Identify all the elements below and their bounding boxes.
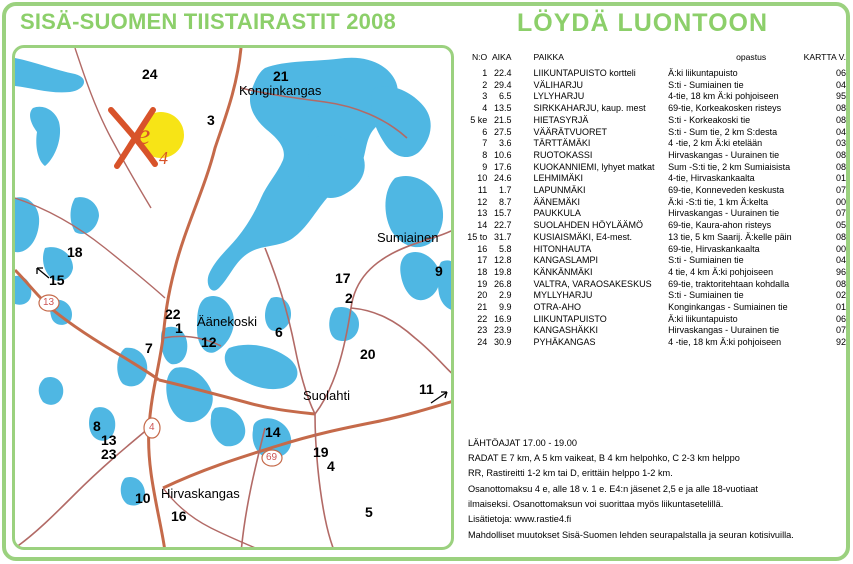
cell-paikka: VALTRA, VARAOSAKESKUS: [533, 278, 652, 289]
cell-aika: 2.9: [499, 290, 512, 301]
minor-road: [351, 308, 454, 378]
lake: [329, 307, 359, 341]
cell-no: 1: [482, 68, 488, 78]
cell-paikka: OTRA-AHO: [533, 302, 582, 313]
cell-aika: 30.9: [494, 337, 512, 348]
cell-paikka: HIETASYRJÄ: [533, 114, 589, 125]
col-kartta: KARTTA V.: [803, 52, 846, 62]
cell-no: 22: [477, 313, 488, 324]
poster-title: SISÄ-SUOMEN TIISTAIRASTIT 2008: [20, 9, 396, 34]
cell-kartta: 01: [835, 302, 846, 313]
lake: [211, 407, 246, 446]
place-sumiainen: Sumiainen: [377, 230, 439, 245]
cell-no: 2: [482, 79, 488, 90]
cell-no: 13: [477, 208, 488, 219]
cell-opastus: 4 -tie, 18 km Ä:ki pohjoiseen: [668, 337, 782, 348]
cell-no: 12: [477, 196, 488, 207]
fee-line-1: Osanottomaksu 4 e, alle 18 v. 1 e. E4:n jäsenet 2,5 e ja alle 18-vuotiaat: [468, 484, 758, 494]
cell-kartta: 07: [835, 185, 846, 196]
cell-kartta: 08: [835, 149, 846, 160]
control-22[interactable]: 22: [165, 306, 181, 322]
place-konginkangas: Konginkangas: [239, 83, 322, 98]
control-1[interactable]: 1: [175, 320, 183, 336]
control-23[interactable]: 23: [101, 446, 117, 462]
cell-paikka: RUOTOKASSI: [533, 149, 593, 160]
cell-kartta: 08: [835, 278, 846, 289]
cell-paikka: ÄÄNEMÄKI: [533, 196, 581, 207]
cell-paikka: SUOLAHDEN HÖYLÄÄMÖ: [533, 220, 644, 231]
table-header-row: [466, 52, 846, 68]
cell-kartta: 07: [835, 208, 846, 219]
cell-aika: 8.7: [499, 196, 512, 207]
cell-no: 9: [482, 161, 488, 172]
table-row: [466, 279, 846, 291]
place-hirvaskangas: Hirvaskangas: [161, 486, 240, 501]
cell-paikka: LIIKUNTAPUISTO kortteli: [533, 68, 636, 78]
cell-paikka: LYLYHARJU: [533, 91, 585, 102]
cell-kartta: 05: [835, 220, 846, 231]
table-row: [466, 68, 846, 80]
lake: [15, 58, 84, 92]
cell-kartta: 00: [835, 243, 846, 254]
table-row: [466, 138, 846, 150]
cell-aika: 21.5: [494, 114, 512, 125]
cell-no: 21: [477, 302, 488, 313]
cell-opastus: Konginkangas - Sumiainen tie: [668, 302, 788, 313]
road-13-number: 13: [43, 297, 55, 308]
control-12[interactable]: 12: [201, 334, 217, 350]
cell-opastus: 4-tie, Hirvaskankaalta: [668, 173, 755, 184]
table-row: [466, 197, 846, 209]
cell-aika: 10.6: [494, 149, 512, 160]
cell-no: 15 to: [467, 231, 488, 242]
cell-opastus: 13 tie, 5 km Saarij. Ä:kelle päin: [668, 231, 792, 242]
cell-kartta: 00: [835, 196, 846, 207]
poster-slogan: LÖYDÄ LUONTOON: [517, 9, 769, 37]
changes-note: Mahdolliset muutokset Sisä-Suomen lehden seurapalstalla ja seuran kotisivuilla.: [468, 530, 794, 540]
place-suolahti: Suolahti: [303, 388, 350, 403]
cell-aika: 26.8: [494, 278, 512, 289]
table-row: [466, 290, 846, 302]
table-row: [466, 115, 846, 127]
lakes: [15, 58, 454, 506]
table-row: [466, 314, 846, 326]
lake: [117, 348, 147, 387]
table-row: [466, 208, 846, 220]
cell-opastus: S:ti - Sum tie, 2 km S:desta: [668, 126, 778, 137]
cell-no: 4: [482, 103, 488, 114]
cell-aika: 9.9: [499, 302, 512, 313]
table-row: [466, 244, 846, 256]
cell-opastus: S:ti - Sumiainen tie: [668, 255, 744, 266]
table-row: [466, 150, 846, 162]
cell-kartta: 92: [835, 337, 846, 348]
orienteering-map[interactable]: [12, 45, 454, 550]
cell-opastus: Sum -S:ti tie, 2 km Sumiaisista: [668, 161, 791, 172]
cell-aika: 24.6: [494, 173, 512, 184]
control-18[interactable]: 18: [67, 244, 83, 260]
cell-paikka: KÄNKÄNMÄKI: [533, 266, 593, 277]
cell-kartta: 06: [835, 313, 846, 324]
fee-line-2: ilmaiseksi. Osanottomaksun voi suorittaa myös liikuntasetelillä.: [468, 499, 724, 509]
cell-aika: 5.8: [499, 243, 512, 254]
cell-no: 23: [477, 325, 488, 336]
control-19[interactable]: 19: [313, 444, 329, 460]
control-24[interactable]: 24: [142, 66, 158, 82]
cell-paikka: VÄLIHARJU: [533, 79, 584, 90]
cell-no: 11: [477, 185, 488, 196]
cell-aika: 23.9: [494, 325, 512, 336]
cell-aika: 13.5: [494, 103, 512, 114]
cell-kartta: 08: [835, 161, 846, 172]
control-8[interactable]: 8: [93, 418, 101, 434]
cell-opastus: Hirvaskangas - Uurainen tie: [668, 325, 780, 336]
cell-aika: 6.5: [499, 91, 512, 102]
cell-opastus: S:ti - Sumiainen tie: [668, 290, 744, 301]
cell-aika: 3.6: [499, 138, 512, 149]
cell-paikka: KANGASLAMPI: [533, 255, 599, 266]
courses: RADAT E 7 km, A 5 km vaikeat, B 4 km helpohko, C 2-3 km helppo: [468, 453, 740, 463]
cell-no: 18: [477, 266, 488, 277]
cell-aika: 16.9: [494, 313, 512, 324]
control-20[interactable]: 20: [360, 346, 376, 362]
table-row: [466, 255, 846, 267]
control-5[interactable]: 5: [365, 504, 373, 520]
control-11[interactable]: 11: [419, 381, 434, 397]
cell-opastus: 69-tie, Kaura-ahon risteys: [668, 220, 772, 231]
cell-paikka: KANGASHÄKKI: [533, 325, 599, 336]
table-row: [466, 185, 846, 197]
cell-kartta: 06: [835, 68, 846, 78]
col-no: N:O: [471, 52, 488, 62]
cell-aika: 29.4: [494, 79, 512, 90]
cell-opastus: Hirvaskangas - Uurainen tie: [668, 208, 780, 219]
cell-no: 19: [477, 278, 488, 289]
road-69-number: 69: [266, 452, 278, 463]
cell-no: 14: [477, 220, 488, 231]
cell-opastus: 69-tie, Konneveden keskusta: [668, 185, 785, 196]
col-aika: AIKA: [491, 52, 512, 62]
cell-kartta: 08: [835, 103, 846, 114]
table-row: [466, 232, 846, 244]
control-9[interactable]: 9: [435, 263, 443, 279]
cell-no: 8: [482, 149, 488, 160]
cell-opastus: 69-tie, Korkeakosken risteys: [668, 103, 782, 114]
control-3[interactable]: 3: [207, 112, 215, 128]
cell-kartta: 01: [835, 173, 846, 184]
logo-e4: e: [137, 118, 151, 151]
more-info-link[interactable]: Lisätietoja: www.rastie4.fi: [468, 514, 572, 524]
map-drawing: [15, 48, 454, 550]
cell-aika: 22.7: [494, 220, 512, 231]
cell-opastus: 4-tie, 18 km Ä:ki pohjoiseen: [668, 91, 779, 102]
table-row: [466, 267, 846, 279]
roads: [15, 48, 454, 550]
lake: [371, 86, 431, 157]
cell-aika: 12.8: [494, 255, 512, 266]
table-row: [466, 91, 846, 103]
cell-no: 24: [477, 337, 488, 348]
control-15[interactable]: 15: [49, 272, 65, 288]
table-row: [466, 173, 846, 185]
cell-kartta: 04: [835, 255, 846, 266]
cell-paikka: LEHMIMÄKI: [533, 173, 584, 184]
cell-paikka: SIRKKAHARJU, kaup. mest: [533, 103, 646, 114]
cell-kartta: 96: [835, 266, 846, 277]
cell-aika: 15.7: [494, 208, 512, 219]
cell-no: 10: [477, 173, 488, 184]
cell-aika: 17.6: [494, 161, 512, 172]
table-row: [466, 302, 846, 314]
control-6[interactable]: 6: [275, 324, 283, 340]
lake: [71, 197, 100, 234]
cell-paikka: LIIKUNTAPUISTO: [533, 313, 607, 324]
cell-opastus: Ä:ki -S:ti tie, 1 km Ä:kelta: [668, 196, 769, 207]
cell-kartta: 08: [835, 114, 846, 125]
table-row: [466, 220, 846, 232]
table-row: [466, 337, 846, 349]
cell-paikka: MYLLYHARJU: [533, 290, 593, 301]
cell-kartta: 04: [835, 126, 846, 137]
control-17[interactable]: 17: [335, 270, 351, 286]
cell-kartta: 08: [835, 231, 846, 242]
place-aanekoski: Äänekoski: [197, 314, 257, 329]
cell-opastus: 69-tie, Hirvaskankaalta: [668, 243, 760, 254]
control-4[interactable]: 4: [327, 458, 335, 474]
lake: [225, 345, 298, 389]
cell-opastus: Hirvaskangas - Uurainen tie: [668, 149, 780, 160]
lake: [30, 107, 60, 166]
col-paikka: PAIKKA: [533, 52, 564, 62]
cell-kartta: 07: [835, 325, 846, 336]
cell-opastus: S:ti - Korkeakoski tie: [668, 114, 751, 125]
cell-no: 16: [477, 243, 488, 254]
cell-no: 3: [482, 91, 488, 102]
cell-opastus: 4 tie, 4 km Ä:ki pohjoiseen: [668, 266, 774, 277]
table-row: [466, 103, 846, 115]
cell-opastus: 4 -tie, 2 km Ä:ki etelään: [668, 138, 763, 149]
cell-opastus: Ä:ki liikuntapuisto: [668, 313, 738, 324]
cell-paikka: PYHÄKANGAS: [533, 337, 596, 348]
control-10[interactable]: 10: [135, 490, 151, 506]
control-2[interactable]: 2: [345, 290, 353, 306]
lake: [39, 377, 64, 405]
cell-opastus: Ä:ki liikuntapuisto: [668, 68, 738, 78]
table-row: [466, 162, 846, 174]
cell-no: 6: [482, 126, 488, 137]
cell-no: 7: [482, 138, 488, 149]
control-21[interactable]: 21: [273, 68, 289, 84]
cell-paikka: VÄÄRÄTVUORET: [533, 126, 608, 137]
table-row: [466, 325, 846, 337]
control-7[interactable]: 7: [145, 340, 153, 356]
cell-paikka: PAUKKULA: [533, 208, 581, 219]
cell-paikka: TÄRTTÄMÄKI: [533, 138, 591, 149]
control-16[interactable]: 16: [171, 508, 187, 524]
logo-4: 4: [159, 148, 168, 168]
cell-no: 17: [477, 255, 488, 266]
lake: [166, 367, 212, 422]
cell-aika: 31.7: [494, 231, 512, 242]
road-4-number: 4: [149, 422, 155, 433]
cell-paikka: HITONHAUTA: [533, 243, 592, 254]
cell-paikka: KUSIAISMÄKI, E4-mest.: [533, 231, 633, 242]
control-14[interactable]: 14: [265, 424, 281, 440]
cell-kartta: 95: [835, 91, 846, 102]
table-row: [466, 127, 846, 139]
cell-aika: 1.7: [499, 185, 512, 196]
table-row: [466, 80, 846, 92]
cell-paikka: LAPUNMÄKI: [533, 185, 586, 196]
cell-aika: 27.5: [494, 126, 512, 137]
course-rr: RR, Rastireitti 1-2 km tai D, erittäin helppo 1-2 km.: [468, 468, 673, 478]
cell-no: 5 ke: [470, 114, 488, 125]
cell-kartta: 02: [835, 290, 846, 301]
schedule-table: [466, 52, 846, 349]
cell-opastus: S:ti - Sumiainen tie: [668, 79, 744, 90]
cell-kartta: 04: [835, 79, 846, 90]
cell-aika: 22.4: [494, 68, 512, 78]
start-times: LÄHTÖAJAT 17.00 - 19.00: [468, 438, 577, 448]
cell-opastus: 69-tie, traktoritehtaan kohdalla: [668, 278, 790, 289]
control-13[interactable]: 13: [101, 432, 117, 448]
cell-no: 20: [477, 290, 488, 301]
cell-paikka: KUOKANNIEMI, lyhyet matkat: [533, 161, 655, 172]
cell-aika: 19.8: [494, 266, 512, 277]
col-opastus: opastus: [736, 52, 767, 62]
cell-kartta: 03: [835, 138, 846, 149]
